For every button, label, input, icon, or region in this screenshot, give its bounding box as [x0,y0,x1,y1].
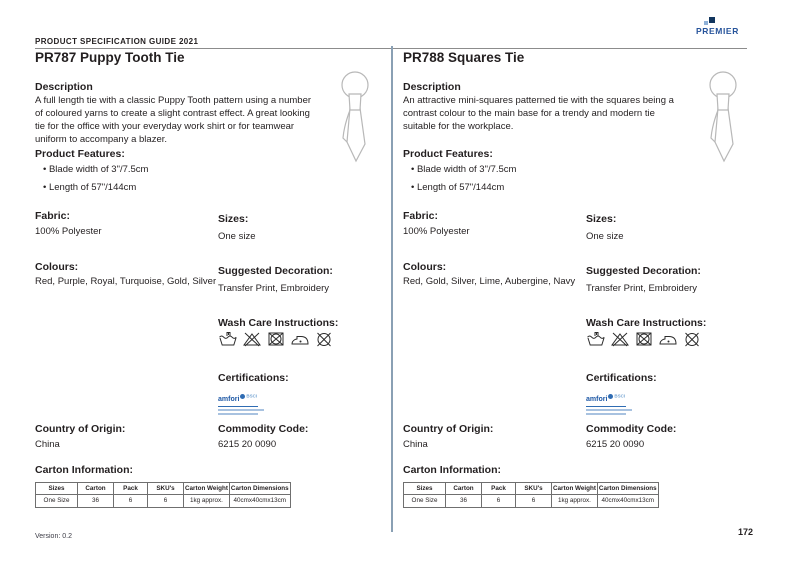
certifications-heading: Certifications: [586,372,657,384]
cell: 6 [516,495,552,507]
features-heading: Product Features: [35,148,125,160]
bsci-logo-text: BSCI [614,393,626,399]
commodity-heading: Commodity Code: [586,423,677,435]
premier-logo-text: PREMIER [696,26,739,36]
col-header: SKU's [516,483,552,495]
col-header: Carton [446,483,482,495]
premier-logo-icon [704,16,750,26]
do-not-bleach-icon [610,331,630,347]
feature-item: • Length of 57"/144cm [411,182,504,193]
page-title: PRODUCT SPECIFICATION GUIDE 2021 [35,37,199,46]
amfori-tagline-line [218,413,258,415]
cell: 6 [148,495,184,507]
amfori-tagline-line [586,413,626,415]
sizes-value: One size [586,231,624,242]
tie-illustration [691,70,755,164]
fabric-value: 100% Polyester [403,226,470,237]
hand-wash-icon [586,331,606,347]
fabric-heading: Fabric: [35,210,71,222]
cell: 40cmx40cmx13cm [597,495,658,507]
do-not-bleach-icon [242,331,262,347]
features-heading: Product Features: [403,148,493,160]
amfori-logo-rule [218,406,258,407]
col-header: Sizes [404,483,446,495]
col-header: Sizes [36,483,78,495]
amfori-logo-rule [586,406,626,407]
product-description: An attractive mini-squares patterned tie with the squares being a contrast colour to the main base for a trendy and modern tie suitable for the workplace. [403,95,674,133]
cell: 1kg approx. [184,495,230,507]
fabric-heading: Fabric: [403,210,439,222]
wash-care-heading: Wash Care Instructions: [586,317,707,329]
feature-item: • Length of 57"/144cm [43,182,136,193]
carton-heading: Carton Information: [35,464,133,476]
carton-table-row [36,495,291,507]
wash-care-icons [586,331,702,347]
description-heading: Description [35,81,93,93]
page-number: 172 [738,527,754,537]
version-label: Version: 0.2 [35,533,72,540]
sizes-value: One size [218,231,256,242]
wash-care-heading: Wash Care Instructions: [218,317,339,329]
carton-heading: Carton Information: [403,464,501,476]
feature-item: • Blade width of 3"/7.5cm [43,164,148,175]
decoration-heading: Suggested Decoration: [218,265,333,277]
iron-one-dot-icon [658,331,678,347]
col-header: SKU's [148,483,184,495]
col-header: Carton Weight [184,483,230,495]
country-value: China [403,439,428,450]
cell: One Size [36,495,78,507]
cell: 40cmx40cmx13cm [229,495,290,507]
feature-item: • Blade width of 3"/7.5cm [411,164,516,175]
col-header: Carton Dimensions [597,483,658,495]
premier-logo [696,16,750,36]
bsci-logo-text: BSCI [246,393,258,399]
logo-square-light [704,21,708,25]
iron-one-dot-icon [290,331,310,347]
globe-icon [608,394,613,399]
product-title: PR787 Puppy Tooth Tie [35,50,185,65]
commodity-heading: Commodity Code: [218,423,309,435]
col-header: Carton Dimensions [229,483,290,495]
product-panel-pr787 [35,50,387,532]
carton-table [403,482,659,508]
description-heading: Description [403,81,461,93]
colours-value: Red, Gold, Silver, Lime, Aubergine, Navy [403,276,576,287]
amfori-logo-text: amfori [218,396,240,403]
col-header: Carton [78,483,114,495]
cell: 36 [446,495,482,507]
tie-illustration [323,70,387,164]
carton-table-header-row [36,483,291,495]
sizes-heading: Sizes: [586,213,617,225]
colours-heading: Colours: [403,261,447,273]
do-not-dry-clean-icon [314,331,334,347]
carton-table-row [404,495,659,507]
country-heading: Country of Origin: [403,423,494,435]
fabric-value: 100% Polyester [35,226,102,237]
cell: 6 [114,495,148,507]
amfori-logo-text: amfori [586,396,608,403]
decoration-value: Transfer Print, Embroidery [218,283,330,294]
amfori-bsci-logo [586,389,638,416]
country-value: China [35,439,60,450]
decoration-heading: Suggested Decoration: [586,265,701,277]
do-not-tumble-dry-icon [634,331,654,347]
col-header: Pack [482,483,516,495]
cell: 36 [78,495,114,507]
country-heading: Country of Origin: [35,423,126,435]
globe-icon [240,394,245,399]
amfori-tagline-line [586,409,632,411]
hand-wash-icon [218,331,238,347]
do-not-dry-clean-icon [682,331,702,347]
carton-table-header-row [404,483,659,495]
product-title: PR788 Squares Tie [403,50,525,65]
wash-care-icons [218,331,334,347]
commodity-value: 6215 20 0090 [218,439,277,450]
product-panel-pr788 [403,50,755,532]
cell: One Size [404,495,446,507]
do-not-tumble-dry-icon [266,331,286,347]
commodity-value: 6215 20 0090 [586,439,645,450]
decoration-value: Transfer Print, Embroidery [586,283,698,294]
amfori-tagline-line [218,409,264,411]
cell: 1kg approx. [552,495,598,507]
carton-table [35,482,291,508]
amfori-bsci-logo [218,389,270,416]
col-header: Pack [114,483,148,495]
logo-square-dark [709,17,715,23]
cell: 6 [482,495,516,507]
product-description: A full length tie with a classic Puppy Tooth pattern using a number of coloured yarns to create a slight contrast effect. A great looking tie for the office with your everyday work shirt or for teamwear uniform to accompany a blazer. [35,95,312,146]
col-header: Carton Weight [552,483,598,495]
colours-value: Red, Purple, Royal, Turquoise, Gold, Silver [35,276,217,287]
sizes-heading: Sizes: [218,213,249,225]
certifications-heading: Certifications: [218,372,289,384]
colours-heading: Colours: [35,261,79,273]
column-divider [391,46,393,532]
